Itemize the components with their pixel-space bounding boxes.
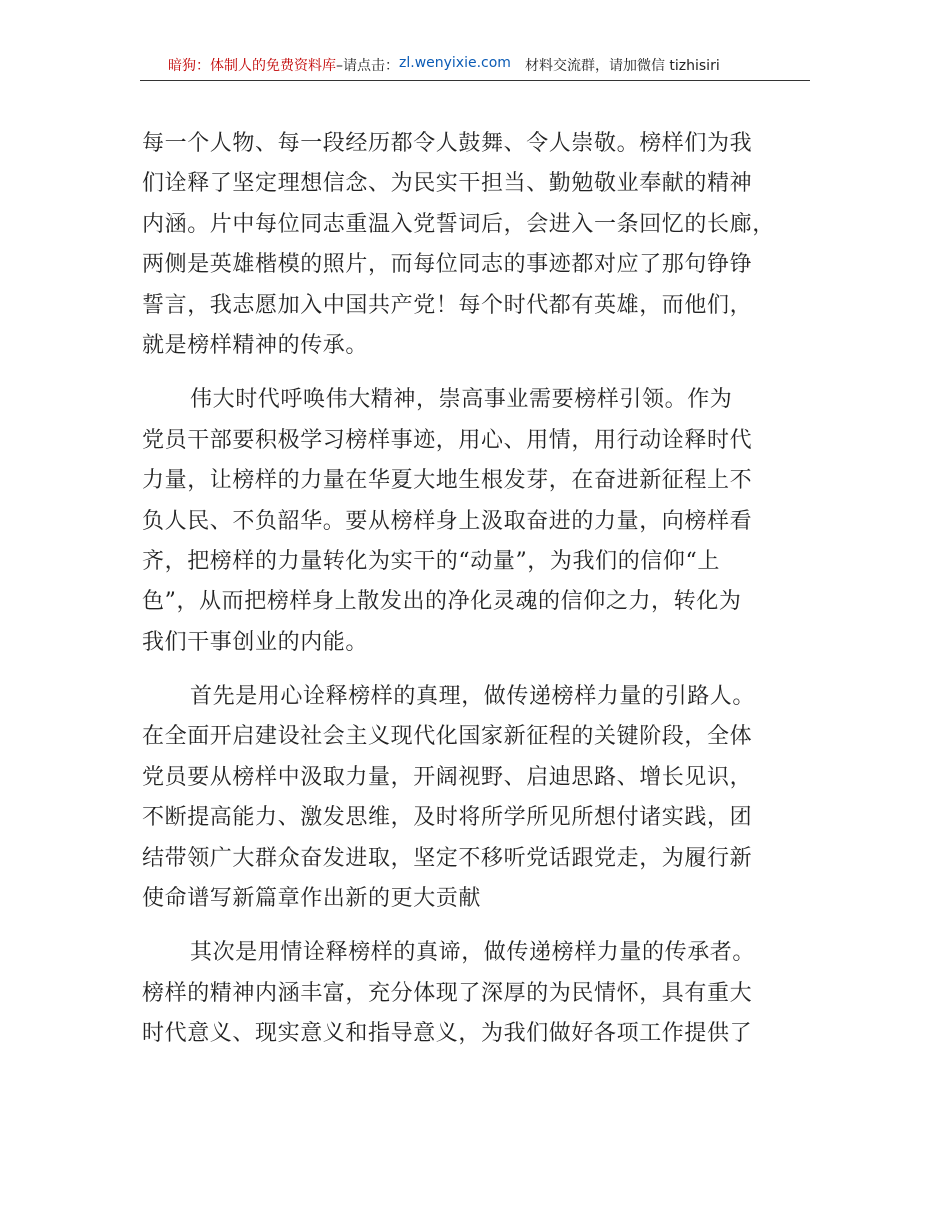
- header-group-note: 材料交流群，请加微信 tizhisiri: [524, 58, 720, 74]
- paragraph-1: [142, 124, 822, 366]
- paragraph-line: 就是榜样精神的传承。: [142, 332, 369, 358]
- paragraph-line: 榜样的精神内涵丰富，充分体现了深厚的为民情怀，具有重大: [142, 980, 753, 1006]
- paragraph-3: [142, 677, 822, 919]
- paragraph-line: 党员干部要积极学习榜样事迹，用心、用情，用行动诠释时代: [142, 427, 753, 453]
- paragraph-4: [142, 933, 822, 1054]
- page-header: [140, 55, 810, 81]
- paragraph-line: 不断提高能力、激发思维，及时将所学所见所想付诸实践，团: [142, 805, 753, 831]
- header-brand: 暗狗：体制人的免费资料库: [168, 58, 336, 74]
- paragraph-line: 负人民、不负韶华。要从榜样身上汲取奋进的力量，向榜样看: [142, 508, 753, 534]
- paragraph-line: 力量，让榜样的力量在华夏大地生根发芽，在奋进新征程上不: [142, 468, 753, 494]
- paragraph-line: 时代意义、现实意义和指导意义，为我们做好各项工作提供了: [142, 1021, 753, 1047]
- paragraph-line: 色”，从而把榜样身上散发出的净化灵魂的信仰之力，转化为: [142, 589, 742, 615]
- header-click-prompt: –请点击：: [336, 58, 399, 74]
- paragraph-line: 在全面开启建设社会主义现代化国家新征程的关键阶段，全体: [142, 724, 753, 750]
- paragraph-2: [142, 380, 822, 663]
- paragraph-line: 结带领广大群众奋发进取，坚定不移听党话跟党走，为履行新: [142, 845, 753, 871]
- paragraph-line: 誓言，我志愿加入中国共产党！每个时代都有英雄，而他们，: [142, 292, 753, 318]
- paragraph-line: 首先是用心诠释榜样的真理，做传递榜样力量的引路人。: [190, 684, 756, 710]
- paragraph-line: 其次是用情诠释榜样的真谛，做传递榜样力量的传承者。: [190, 940, 756, 966]
- paragraph-line: 党员要从榜样中汲取力量，开阔视野、启迪思路、增长见识，: [142, 764, 753, 790]
- paragraph-line: 使命谱写新篇章作出新的更大贡献: [142, 886, 482, 912]
- paragraph-line: 两侧是英雄楷模的照片，而每位同志的事迹都对应了那句铮铮: [142, 252, 753, 278]
- paragraph-line: 们诠释了坚定理想信念、为民实干担当、勤勉敬业奉献的精神: [142, 171, 753, 197]
- paragraph-line: 每一个人物、每一段经历都令人鼓舞、令人崇敬。榜样们为我: [142, 131, 753, 156]
- paragraph-line: 内涵。片中每位同志重温入党誓词后，会进入一条回忆的长廊，: [142, 211, 775, 237]
- header-url-link[interactable]: zl.wenyixie.com: [399, 55, 511, 71]
- document-body: [142, 124, 822, 1069]
- paragraph-line: 伟大时代呼唤伟大精神，崇高事业需要榜样引领。作为: [190, 387, 733, 413]
- paragraph-line: 我们干事创业的内能。: [142, 629, 369, 655]
- paragraph-line: 齐，把榜样的力量转化为实干的“动量”，为我们的信仰“上: [142, 548, 720, 574]
